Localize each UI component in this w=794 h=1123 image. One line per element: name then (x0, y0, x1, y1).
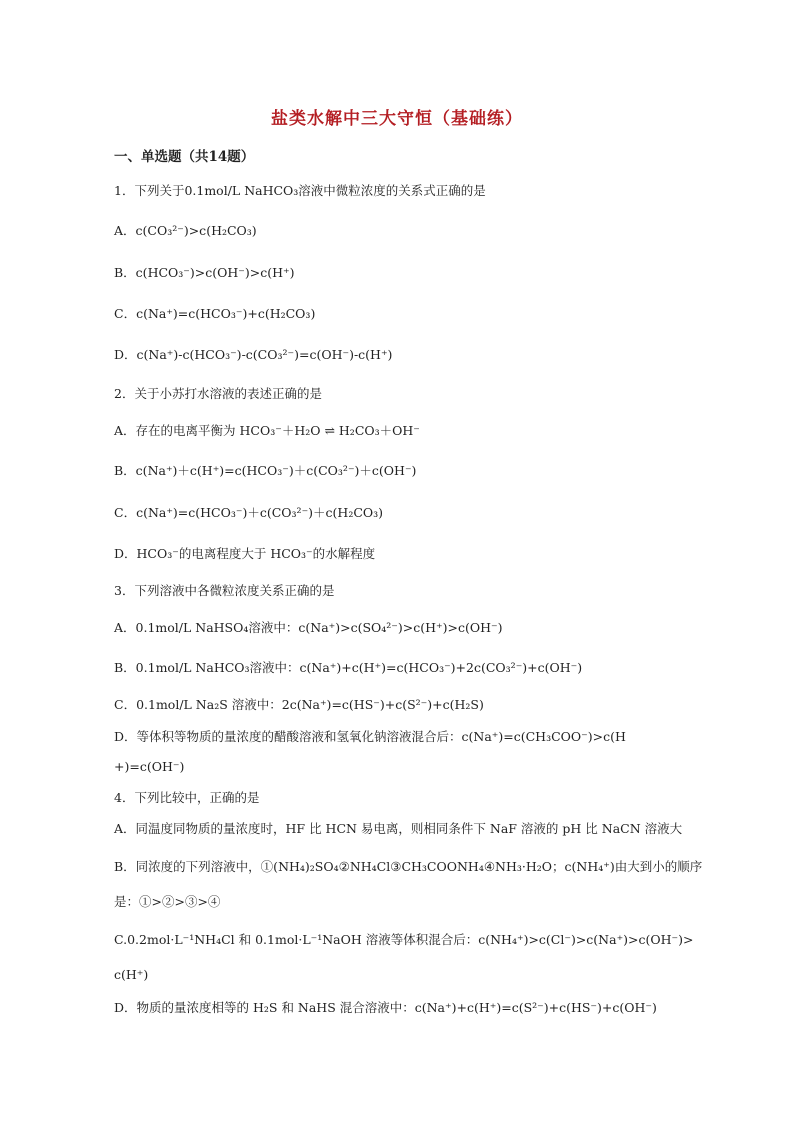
q4-option-d: D．物质的量浓度相等的 H₂S 和 NaHS 混合溶液中：c(Na⁺)+c(H⁺)=c(S²⁻)+c(HS⁻)+c(OH⁻) (114, 1000, 657, 1015)
section-heading: 一、单选题（共14题） (114, 149, 255, 165)
q3-option-b: B．0.1mol/L NaHCO₃溶液中：c(Na⁺)+c(H⁺)=c(HCO₃⁻)+2c(CO₃²⁻)+c(OH⁻) (114, 660, 583, 675)
question-2-stem: 2．关于小苏打水溶液的表述正确的是 (114, 386, 322, 401)
q4-option-b: B．同浓度的下列溶液中，①(NH₄)₂SO₄②NH₄Cl③CH₃COONH₄④NH₃·H₂O；c(NH₄⁺)由大到小的顺序 (114, 859, 703, 874)
q2-option-a: A．存在的电离平衡为 HCO₃⁻＋H₂O ⇌ H₂CO₃＋OH⁻ (114, 423, 420, 438)
q3-option-d-continued: +)=c(OH⁻) (114, 759, 185, 774)
q3-option-a: A．0.1mol/L NaHSO₄溶液中：c(Na⁺)>c(SO₄²⁻)>c(H⁺)>c(OH⁻) (114, 620, 503, 635)
q4-option-b-continued: 是：①>②>③>④ (114, 894, 221, 909)
question-1-stem: 1．下列关于0.1mol/L NaHCO₃溶液中微粒浓度的关系式正确的是 (114, 183, 486, 198)
q4-option-c-continued: c(H⁺) (114, 967, 149, 982)
q2-option-b: B．c(Na⁺)＋c(H⁺)=c(HCO₃⁻)＋c(CO₃²⁻)＋c(OH⁻) (114, 463, 417, 478)
q2-option-c: C．c(Na⁺)=c(HCO₃⁻)＋c(CO₃²⁻)＋c(H₂CO₃) (114, 505, 384, 520)
q1-option-b: B．c(HCO₃⁻)>c(OH⁻)>c(H⁺) (114, 265, 295, 280)
q3-option-d: D．等体积等物质的量浓度的醋酸溶液和氢氧化钠溶液混合后：c(Na⁺)=c(CH₃COO⁻)>c(H (114, 729, 626, 744)
page-title: 盐类水解中三大守恒（基础练） (271, 109, 523, 129)
q4-option-c: C.0.2mol·L⁻¹NH₄Cl 和 0.1mol·L⁻¹NaOH 溶液等体积混合后：c(NH₄⁺)>c(Cl⁻)>c(Na⁺)>c(OH⁻)> (114, 932, 694, 947)
q3-option-c: C．0.1mol/L Na₂S 溶液中：2c(Na⁺)=c(HS⁻)+c(S²⁻)+c(H₂S) (114, 697, 484, 712)
question-3-stem: 3．下列溶液中各微粒浓度关系正确的是 (114, 583, 335, 598)
q1-option-a: A．c(CO₃²⁻)>c(H₂CO₃) (114, 223, 257, 238)
q2-option-d: D．HCO₃⁻的电离程度大于 HCO₃⁻的水解程度 (114, 546, 376, 561)
question-4-stem: 4．下列比较中，正确的是 (114, 790, 260, 805)
q1-option-c: C．c(Na⁺)=c(HCO₃⁻)+c(H₂CO₃) (114, 306, 316, 321)
q4-option-a: A．同温度同物质的量浓度时，HF 比 HCN 易电离，则相同条件下 NaF 溶液的 pH 比 NaCN 溶液大 (114, 821, 683, 836)
q1-option-d: D．c(Na⁺)-c(HCO₃⁻)-c(CO₃²⁻)=c(OH⁻)-c(H⁺) (114, 347, 393, 362)
